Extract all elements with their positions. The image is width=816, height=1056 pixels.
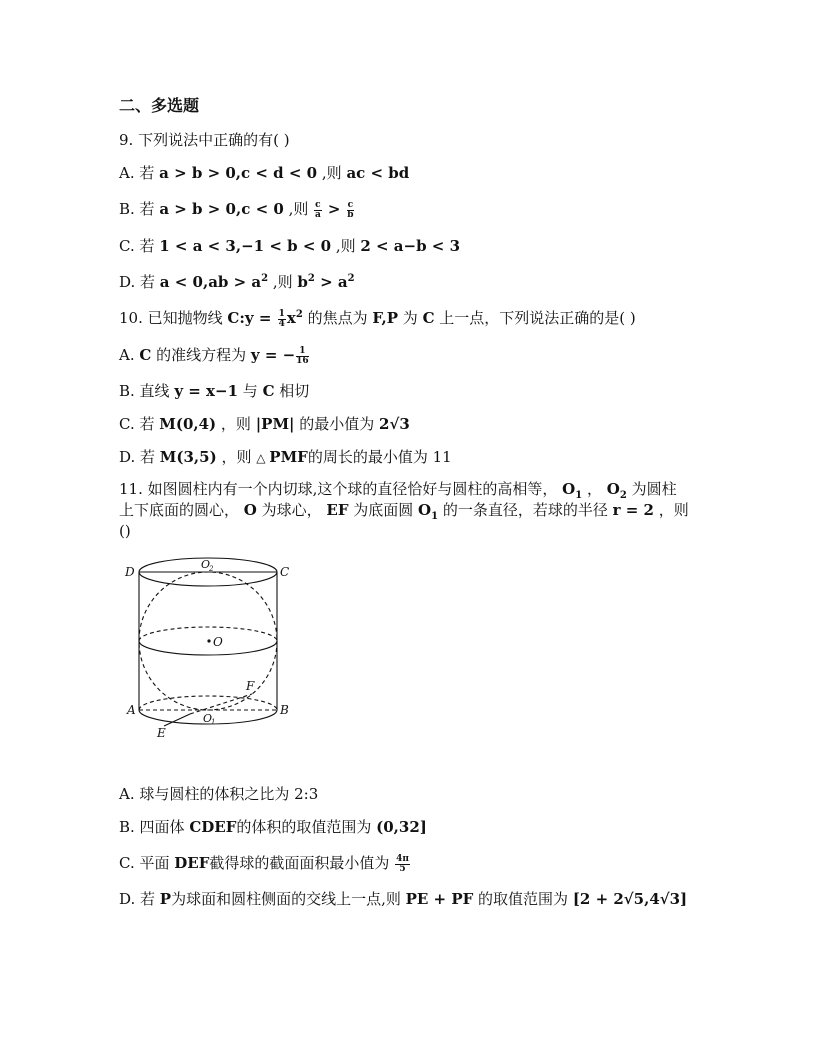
range: (0,32] [376, 818, 427, 836]
option-text: 的准线方程为 [151, 346, 251, 364]
result: > a [314, 273, 348, 291]
superscript: 2 [347, 273, 355, 284]
ef-front-segment [164, 714, 190, 726]
q11-option-b [119, 816, 427, 838]
option-label: B. 四面体 [119, 818, 190, 836]
subscript: 1 [575, 490, 583, 501]
ef-back-segment [190, 694, 252, 714]
label-b: B [280, 703, 289, 717]
option-label: D. 若 [119, 448, 160, 466]
option-label: D. 若 [119, 273, 160, 291]
triangle-symbol: △ [256, 451, 270, 465]
label-d: D [125, 565, 135, 579]
condition: a > b > 0,c < d < 0 [159, 164, 318, 182]
option-text: 截得球的截面面积最小值为 [209, 854, 395, 872]
equation-x: x [286, 309, 296, 327]
option-text: 的取值范围为 [473, 890, 573, 908]
option-label: C. 若 [119, 415, 160, 433]
center-o1: O [562, 480, 576, 498]
option-text: ，则 [216, 415, 256, 433]
option-label: B. 若 [119, 200, 160, 218]
option-label: C. 若 [119, 237, 160, 255]
result: ac < bd [346, 164, 410, 182]
curve-name: C [262, 382, 275, 400]
option-label: A. 若 [119, 164, 160, 182]
option-text: 相切 [274, 382, 310, 400]
option-text: 的体积的取值范围为 [236, 818, 377, 836]
curve-name: C [139, 346, 152, 364]
then-text: ,则 [283, 200, 314, 218]
q9-option-a [119, 162, 409, 184]
center-o2: O [606, 480, 620, 498]
subscript: 2 [619, 490, 627, 501]
option-label: D. 若 [119, 890, 160, 908]
q10-option-b [119, 380, 309, 402]
label-o2-sub: 2 [209, 565, 214, 573]
bottom-ellipse-back [139, 696, 277, 710]
then-text: ,则 [268, 273, 298, 291]
result: 2 < a−b < 3 [360, 237, 461, 255]
triangle-name: PMF [269, 448, 308, 466]
label-o1: O [203, 712, 213, 725]
label-f: F [246, 679, 255, 693]
label-o2: O [201, 558, 211, 571]
option-text: ，则 [216, 448, 257, 466]
q11-stem-line2 [119, 499, 689, 528]
plane-name: DEF [174, 854, 210, 872]
diameter-ef: EF [326, 501, 349, 519]
equation: y = x−1 [174, 382, 239, 400]
label-c: C [280, 565, 290, 579]
center-dot [207, 639, 210, 642]
q10-option-a [119, 344, 310, 366]
label-a: A [127, 703, 136, 717]
curve-name: C [422, 309, 435, 327]
q9-option-c [119, 235, 460, 257]
separator: ， [582, 480, 607, 498]
stem-text: 的焦点为 [302, 309, 373, 327]
q9-option-b [119, 198, 355, 220]
option-label: A. [119, 346, 140, 364]
option-text: 与 [238, 382, 263, 400]
stem-text: 为底面圆 [348, 501, 419, 519]
point: M(0,4) [159, 415, 217, 433]
value: 2√3 [379, 415, 410, 433]
option-label: B. 直线 [119, 382, 175, 400]
stem-text: ，则 [654, 501, 689, 519]
distance: |PM| [255, 415, 295, 433]
equator-back [139, 627, 277, 641]
stem-text: 为球心， [256, 501, 327, 519]
stem-text: 的一条直径，若球的半径 [438, 501, 613, 519]
superscript: 2 [261, 273, 269, 284]
label-o: O [213, 635, 223, 649]
then-text: ,则 [331, 237, 361, 255]
q11-stem-line3: () [119, 522, 131, 540]
range: [2 + 2√5,4√3] [572, 890, 688, 908]
q9-option-d [119, 268, 355, 293]
option-text: 的最小值为 [294, 415, 380, 433]
condition: a < 0,ab > a [159, 273, 262, 291]
stem-text: 10. 已知抛物线 [119, 309, 228, 327]
subscript: 1 [431, 511, 439, 522]
superscript: 2 [295, 309, 303, 320]
stem-text: 为圆柱 [626, 480, 677, 498]
q11-option-d [119, 888, 687, 910]
option-text: 的周长的最小值为 11 [307, 448, 452, 466]
fraction-1-4: $\frac{1}{4}$ [278, 308, 285, 329]
q10-option-d [119, 446, 452, 469]
option-text: 为球面和圆柱侧面的交线上一点,则 [171, 890, 406, 908]
q10-stem [119, 304, 636, 329]
tetrahedron-name: CDEF [189, 818, 237, 836]
radius: r = 2 [612, 501, 654, 519]
equator-front [139, 641, 277, 655]
result: b [297, 273, 308, 291]
q9-stem: 9. 下列说法中正确的有( ) [119, 131, 290, 149]
q11-option-a: A. 球与圆柱的体积之比为 2:3 [119, 785, 319, 803]
equation: C:y = [227, 309, 277, 327]
fraction-c-b: $\frac{c}{b}$ [347, 199, 354, 220]
label-e: E [157, 726, 166, 740]
point-p: P [159, 890, 172, 908]
superscript: 2 [307, 273, 315, 284]
fraction-1-16: $\frac{1}{16}$ [296, 345, 309, 366]
stem-text: 11. 如图圆柱内有一个内切球,这个球的直径恰好与圆柱的高相等， [119, 480, 563, 498]
center-o1: O [418, 501, 432, 519]
expression: PE + PF [405, 890, 474, 908]
q10-option-c [119, 413, 410, 435]
sphere-center: O [243, 501, 257, 519]
stem-text: 上一点，下列说法正确的是( ) [434, 309, 636, 327]
then-text: ,则 [317, 164, 347, 182]
fraction-c-a: $\frac{c}{a}$ [314, 199, 321, 220]
equation: y = − [250, 346, 296, 364]
condition: a > b > 0,c < 0 [159, 200, 284, 218]
option-label: C. 平面 [119, 854, 175, 872]
q11-option-c [119, 852, 411, 874]
stem-text: 为 [398, 309, 423, 327]
label-o1-sub: 1 [211, 718, 216, 726]
section-title: 二、多选题 [119, 96, 200, 115]
point: M(3,5) [159, 448, 217, 466]
condition: 1 < a < 3,−1 < b < 0 [159, 237, 332, 255]
fraction-4pi-5: $\frac{4\pi}{5}$ [396, 853, 409, 874]
points: F,P [372, 309, 399, 327]
stem-text: 上下底面的圆心， [119, 501, 244, 519]
cylinder-sphere-figure [120, 552, 300, 742]
gt-symbol: > [322, 200, 346, 218]
